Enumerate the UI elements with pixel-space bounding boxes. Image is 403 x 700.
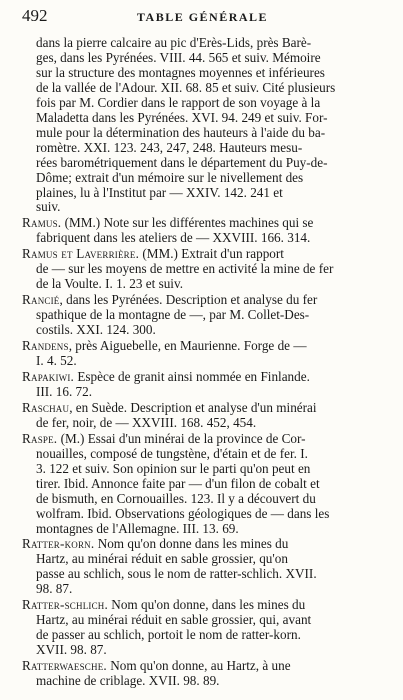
index-entry — [22, 598, 383, 658]
entry-line — [22, 141, 383, 156]
entry-line — [22, 293, 383, 308]
entry-line — [22, 537, 383, 552]
entry-text: suiv. — [36, 199, 61, 215]
entry-headword: Ratter-schlich. — [22, 597, 108, 613]
entry-line — [22, 477, 383, 492]
entry-line — [22, 277, 383, 292]
entry-text: de la vallée de l'Adour. XII. 68. 85 et suiv. Cité plusieurs — [36, 79, 336, 95]
entry-text: , en Suède. Description et analyse d'un minérai — [69, 399, 317, 415]
entry-text: fois par M. Cordier dans le rapport de son voyage à la — [36, 94, 321, 110]
entry-line — [22, 552, 383, 567]
entry-headword: Ratterwaesche. — [22, 658, 107, 674]
entry-line — [22, 522, 383, 537]
index-entry — [22, 659, 383, 689]
entry-line — [22, 492, 383, 507]
entry-line — [22, 659, 383, 674]
entry-line — [22, 51, 383, 66]
entry-text: , dans les Pyrénées. Description et analyse du fer — [59, 292, 318, 308]
entry-line — [22, 401, 383, 416]
entry-line — [22, 231, 383, 246]
entry-line — [22, 598, 383, 613]
entry-line — [22, 447, 383, 462]
entry-headword: Randens — [22, 338, 69, 354]
entry-text: (MM.) Note sur les différentes machines qui se — [61, 215, 314, 231]
entry-text: 3. 122 et suiv. Son opinion sur le parti qu'on peut en — [36, 460, 311, 476]
entry-line — [22, 385, 383, 400]
entry-line — [22, 247, 383, 262]
entry-headword: Rapakiwi. — [22, 368, 75, 384]
entry-text: de — sur les moyens de mettre en activité la mine de fer — [36, 261, 334, 277]
entry-text: plaines, lu à l'Institut par — XXIV. 142. 241 et — [36, 184, 283, 200]
entry-text: Dôme; extrait d'un mémoire sur le nivellement des — [36, 169, 304, 185]
entry-headword: Ramus. — [22, 215, 62, 231]
entry-text: Hartz, au minérai réduit en sable grossier, qu'on — [36, 551, 288, 567]
entry-line — [22, 156, 383, 171]
entry-headword: Raspe. — [22, 430, 58, 446]
entry-text: passe au schlich, sous le nom de ratter-schlich. XVII. — [36, 566, 317, 582]
entry-text: tirer. Ibid. Annonce faite par — d'un filon de cobalt et — [36, 475, 320, 491]
entry-text: nouailles, composé de tungstène, d'étain et de fer. I. — [36, 445, 308, 461]
entry-text: montagnes de l'Allemagne. III. 13. 69. — [36, 520, 239, 536]
entry-line — [22, 216, 383, 231]
entry-line — [22, 354, 383, 369]
entry-line — [22, 126, 383, 141]
entry-text: wolfram. Ibid. Observations géologiques de — dans les — [36, 505, 330, 521]
entry-text: XVII. 98. 87. — [36, 642, 107, 658]
index-entry — [22, 216, 383, 246]
entry-text: sur la structure des montagnes moyennes et inférieures — [36, 64, 325, 80]
entry-line — [22, 186, 383, 201]
entry-line — [22, 111, 383, 126]
entry-line — [22, 613, 383, 628]
entry-line — [22, 643, 383, 658]
entry-text: , près Aiguebelle, en Maurienne. Forge de — — [68, 338, 307, 354]
entry-headword: Rancié — [22, 292, 60, 308]
entry-line — [22, 416, 383, 431]
entry-text: de la Voulte. I. 1. 23 et suiv. — [36, 276, 183, 292]
index-entry — [22, 432, 383, 537]
entry-line — [22, 567, 383, 582]
entry-text: de passer au schlich, portoit le nom de ratter-korn. — [36, 627, 301, 643]
entry-text: Hartz, au minérai réduit en sable grossier, qui, avant — [36, 612, 312, 628]
page-number: 492 — [22, 6, 48, 25]
entry-text: de bismuth, en Cornouailles. 123. Il y a découvert du — [36, 490, 316, 506]
entry-line — [22, 507, 383, 522]
entry-line — [22, 81, 383, 96]
entry-line — [22, 66, 383, 81]
entry-text: dans la pierre calcaire au pic d'Erès-Lids, près Barè- — [36, 35, 312, 50]
entry-line — [22, 308, 383, 323]
entry-text: (MM.) Extrait d'un rapport — [139, 246, 284, 262]
entry-text: romètre. XXI. 123. 243, 247, 248. Hauteurs mesu- — [36, 139, 303, 155]
entry-line — [22, 36, 383, 51]
entry-text: Maladetta dans les Pyrénées. XVI. 94. 249 et suiv. For- — [36, 109, 328, 125]
entry-text: Espèce de granit ainsi nommée en Finlande. — [74, 368, 310, 384]
index-entry — [22, 537, 383, 597]
index-entry — [22, 339, 383, 369]
entry-line — [22, 339, 383, 354]
entry-line — [22, 262, 383, 277]
entry-text: ges, dans les Pyrénées. VIII. 44. 565 et suiv. Mémoire — [36, 49, 321, 65]
index-body — [22, 36, 383, 690]
entry-text: mule pour la détermination des hauteurs à l'aide du ba- — [36, 124, 326, 140]
entry-line — [22, 674, 383, 689]
entry-headword: Ratter-korn. — [22, 536, 95, 552]
index-entry — [22, 247, 383, 292]
entry-text: machine de criblage. XVII. 98. 89. — [36, 673, 220, 689]
index-entry — [22, 36, 383, 215]
entry-line — [22, 582, 383, 597]
entry-text: III. 16. 72. — [36, 383, 93, 399]
index-entry — [22, 401, 383, 431]
entry-text: fabriquent dans les ateliers de — XXVIII. 166. 314. — [36, 230, 311, 246]
entry-line — [22, 171, 383, 186]
entry-line — [22, 96, 383, 111]
entry-line — [22, 462, 383, 477]
entry-text: Nom qu'on donne dans les mines du — [94, 536, 289, 552]
entry-text: Nom qu'on donne, au Hartz, à une — [106, 658, 291, 674]
entry-line — [22, 432, 383, 447]
entry-text: I. 4. 52. — [36, 353, 77, 369]
entry-text: (M.) Essai d'un minérai de la province de Cor- — [57, 430, 306, 446]
page-header — [22, 6, 383, 26]
entry-text: costils. XXI. 124. 300. — [36, 322, 156, 338]
entry-line — [22, 370, 383, 385]
index-entry — [22, 293, 383, 338]
entry-text: Nom qu'on donne, dans les mines du — [108, 597, 306, 613]
entry-line — [22, 628, 383, 643]
entry-line — [22, 200, 383, 215]
running-title: TABLE GÉNÉRALE — [136, 10, 269, 24]
entry-text: spathique de la montagne de —, par M. Collet-Des- — [36, 307, 310, 323]
entry-text: rées barométriquement dans le département du Puy-de- — [36, 154, 328, 170]
entry-headword: Ramus et Laverrière. — [22, 246, 140, 262]
entry-text: de fer, noir, de — XXVIII. 168. 452, 454. — [36, 414, 257, 430]
entry-line — [22, 323, 383, 338]
entry-text: 98. 87. — [36, 581, 73, 597]
index-entry — [22, 370, 383, 400]
entry-headword: Raschau — [22, 399, 70, 415]
